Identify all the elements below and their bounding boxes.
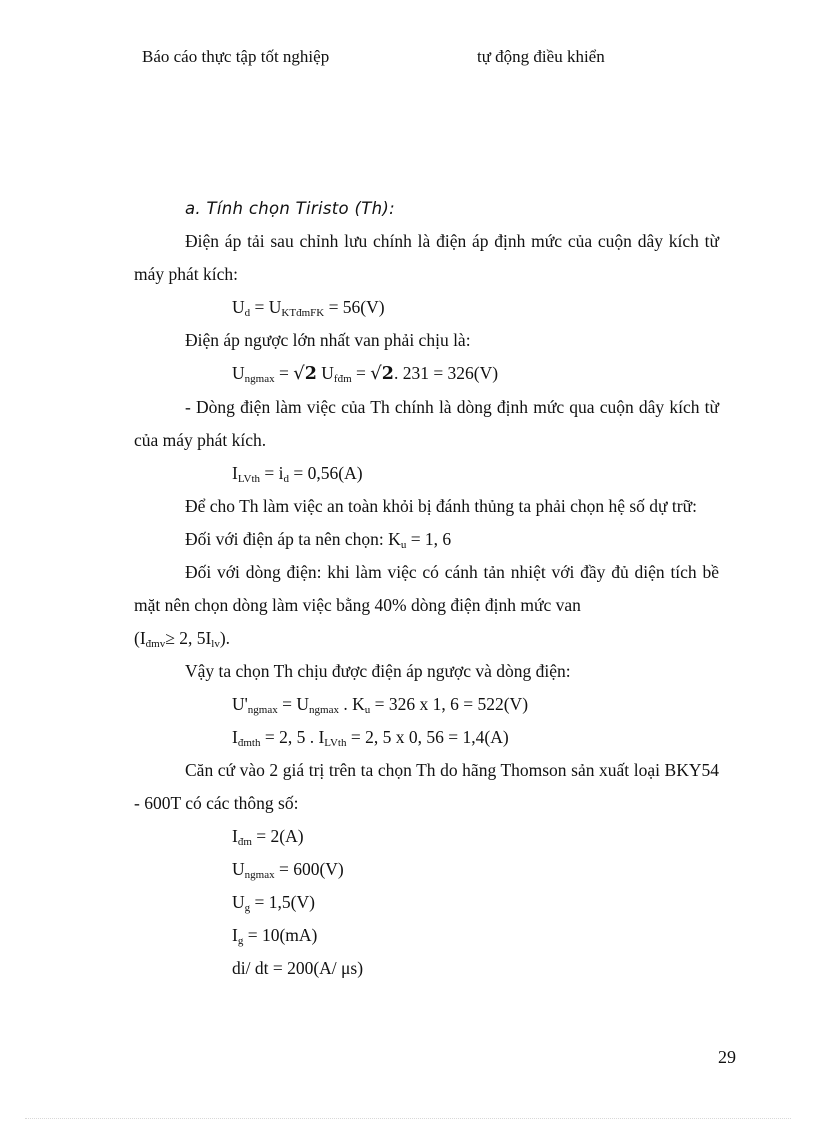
paragraph-5: Đối với điện áp ta nên chọn: $K_u = 1$, 6 xyxy=(185,529,452,551)
section-heading: a. Tính chọn Tiristo (Th): xyxy=(185,199,395,218)
equation-ilvth: $I_{LVth} = i_d = 0,56(A)$ xyxy=(232,463,363,485)
header-right: tự động điều khiển xyxy=(477,47,605,66)
bottom-divider xyxy=(25,1118,791,1119)
header-left: Báo cáo thực tập tốt nghiệp xyxy=(142,47,330,66)
equation-ungmax: $U_{ngmax} = √2$ $U_{fđm} = √2$. 231 = 326(V) xyxy=(232,363,499,385)
sqrt-symbol: √ xyxy=(370,363,382,384)
spec-idm: $I_{đm} = 2(A)$ xyxy=(232,826,304,848)
paragraph-6: Đối với dòng điện: khi làm việc có cánh tản nhiệt với đầy đủ diện tích bề mặt nên chọn dòng làm việc bằng 40% dòng điện định mức van xyxy=(134,562,719,615)
sqrt-symbol: √ xyxy=(293,363,305,384)
paragraph-4: Để cho Th làm việc an toàn khỏi bị đánh thủng ta phải chọn hệ số dự trữ: xyxy=(185,496,697,516)
spec-ug: $U_g = 1,5(V)$ xyxy=(232,892,315,914)
paragraph-8: Căn cứ vào 2 giá trị trên ta chọn Th do hãng Thomson sản xuất loại BKY54 - 600T có các thông số: xyxy=(134,760,719,813)
page-number: 29 xyxy=(718,1047,736,1067)
spec-ig: $I_g = 10(mA)$ xyxy=(232,925,318,947)
paragraph-6-cont: ($I_{đmv}\ge 2$, $5I_{lv}$). xyxy=(134,628,231,650)
paragraph-3: - Dòng điện làm việc của Th chính là dòng định mức qua cuộn dây kích từ của máy phát kích. xyxy=(134,397,719,450)
paragraph-1: Điện áp tải sau chỉnh lưu chính là điện áp định mức của cuộn dây kích từ máy phát kích: xyxy=(134,231,719,284)
paragraph-7: Vậy ta chọn Th chịu được điện áp ngược và dòng điện: xyxy=(185,661,571,681)
spec-didt: di/ dt = 200(A/ μs) xyxy=(232,958,364,978)
spec-ungmax: $U_{ngmax} = 600(V)$ xyxy=(232,859,344,881)
document-body xyxy=(134,192,719,985)
equation-ungmax-prime: $U'_{ngmax} = U_{ngmax}$ . $K_u = 326$ x 1, 6 = 522(V) xyxy=(232,694,529,716)
equation-ud: $U_d = U_{KTđmFK} = 56(V)$ xyxy=(232,297,385,319)
equation-idmth: $I_{đmth} = 2$, 5 . $I_{LVth} = 2$, 5 x 0, 56 = 1,4(A) xyxy=(232,727,509,749)
paragraph-2: Điện áp ngược lớn nhất van phải chịu là: xyxy=(185,330,471,350)
